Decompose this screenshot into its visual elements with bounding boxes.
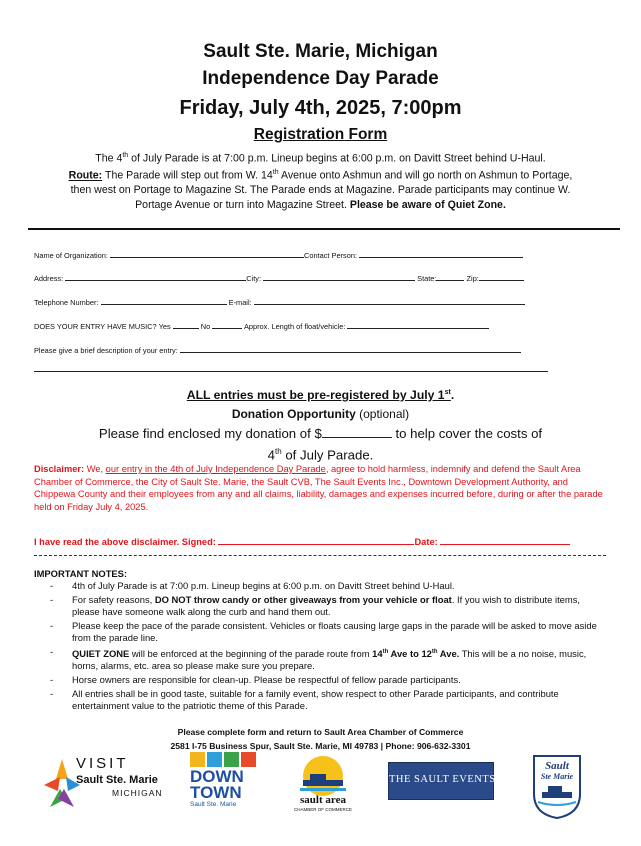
address-field[interactable] bbox=[65, 272, 246, 281]
divider bbox=[28, 228, 620, 230]
sault-ste-marie-seal-logo: Sault Ste Marie bbox=[530, 750, 584, 820]
ship-sun-icon bbox=[290, 752, 356, 796]
state-field[interactable] bbox=[436, 272, 464, 281]
visit-sault-logo: VISIT Sault Ste. Marie MICHIGAN bbox=[40, 755, 180, 815]
sault-area-chamber-logo: sault area CHAMBER OF COMMERCE bbox=[290, 752, 356, 820]
phone-row: Telephone Number: E-mail: bbox=[34, 296, 525, 307]
org-row: Name of Organization: Contact Person: bbox=[34, 249, 523, 260]
signature-row: I have read the above disclaimer. Signed: Date: bbox=[34, 535, 570, 547]
donation-heading: Donation Opportunity (optional) bbox=[231, 407, 410, 421]
header-event: Independence Day Parade bbox=[202, 68, 439, 89]
list-item: - All entries shall be in good taste, suitable for a family event, show respect to other Parade participants, and contribute entertainment value to the patriotic theme of this Parade. bbox=[50, 688, 605, 713]
notes-heading: IMPORTANT NOTES: bbox=[34, 568, 128, 579]
zip-field[interactable] bbox=[479, 272, 524, 281]
sault-events-logo: THE SAULT EVENTS bbox=[388, 762, 494, 800]
contact-address: 2581 I-75 Business Spur, Sault Ste. Marie, MI 49783 | Phone: 906-632-3301 bbox=[170, 741, 471, 751]
signature-field[interactable] bbox=[218, 535, 414, 545]
city-field[interactable] bbox=[263, 272, 415, 281]
address-row: Address: City: State: Zip: bbox=[34, 272, 524, 283]
header-date: Friday, July 4th, 2025, 7:00pm bbox=[179, 97, 462, 119]
header-location: Sault Ste. Marie, Michigan bbox=[203, 41, 438, 62]
music-yes-field[interactable] bbox=[173, 320, 199, 329]
phone-field[interactable] bbox=[101, 296, 227, 305]
music-row: DOES YOUR ENTRY HAVE MUSIC? Yes No Approx. Length of float/vehicle: bbox=[34, 320, 489, 331]
list-item: - Please keep the pace of the parade consistent. Vehicles or floats causing large gaps in the parade will be asked to move aside from the parade line. bbox=[50, 620, 605, 645]
list-item: - For safety reasons, DO NOT throw candy or other giveaways from your vehicle or float. If you wish to distribute items, please have someone walk along the curb and hand them out. bbox=[50, 594, 605, 619]
contact-field[interactable] bbox=[359, 249, 523, 258]
music-no-field[interactable] bbox=[212, 320, 242, 329]
prereg-note: ALL entries must be pre-registered by July 1st. bbox=[186, 388, 455, 402]
return-instructions: Please complete form and return to Sault Area Chamber of Commerce bbox=[177, 727, 464, 737]
description-field[interactable] bbox=[180, 344, 521, 353]
list-item: - Horse owners are responsible for clean-up. Please be respectful of fellow parade participants. bbox=[50, 674, 605, 686]
quiet-zone-note: Please be aware of Quiet Zone. bbox=[349, 198, 506, 211]
donation-text: Please find enclosed my donation of $ to help cover the costs of 4th of July Parade. bbox=[98, 426, 543, 463]
downtown-logo: DOWN TOWN Sault Ste. Marie bbox=[190, 752, 256, 822]
description-field-line2[interactable] bbox=[34, 371, 548, 372]
route-label: Route: bbox=[68, 169, 103, 182]
list-item: - QUIET ZONE will be enforced at the beginning of the parade route from 14th Ave to 12th Ave. This will be a no noise, music, horns, alarms, etc. area so please make sure you prepare. bbox=[50, 646, 605, 673]
cut-line bbox=[34, 555, 606, 556]
downtown-icons bbox=[190, 752, 256, 767]
disclaimer: Disclaimer: We, our entry in the 4th of July Independence Day Parade, agree to hold harmless, indemnify and defend the Sault Area Chamber of Commerce, the City of Sault Ste. Marie, the Sault CVB, The Sault Events Inc., Downtown Development Authority, and Chippewa County and their employees from any and all claims, liability, damages and expenses incurred before, during or after the parade held on Friday July 4, 2025. bbox=[34, 464, 603, 512]
list-item: - 4th of July Parade is at 7:00 p.m. Lineup begins at 6:00 p.m. on Davitt Street behind U-Haul. bbox=[50, 580, 605, 592]
email-field[interactable] bbox=[254, 296, 525, 305]
length-field[interactable] bbox=[347, 320, 489, 329]
donation-amount-field[interactable] bbox=[322, 427, 392, 438]
intro-text: The 4th of July Parade is at 7:00 p.m. Lineup begins at 6:00 p.m. on Davitt Street behind U-Haul. Route: The Parade will step out from W. 14th Avenue onto Ashmun and will go north on Ashmun to Portage, then west on Portage to Magazine St. The Parade ends at Magazine. Parade participants may continue W. Portage Avenue or turn into Magazine Street. Please be aware of Quiet Zone. bbox=[68, 152, 573, 211]
form-title: Registration Form bbox=[253, 126, 388, 143]
org-field[interactable] bbox=[110, 249, 304, 258]
date-field[interactable] bbox=[440, 535, 570, 545]
notes-list bbox=[50, 580, 605, 714]
description-row: Please give a brief description of your entry: bbox=[34, 344, 521, 355]
